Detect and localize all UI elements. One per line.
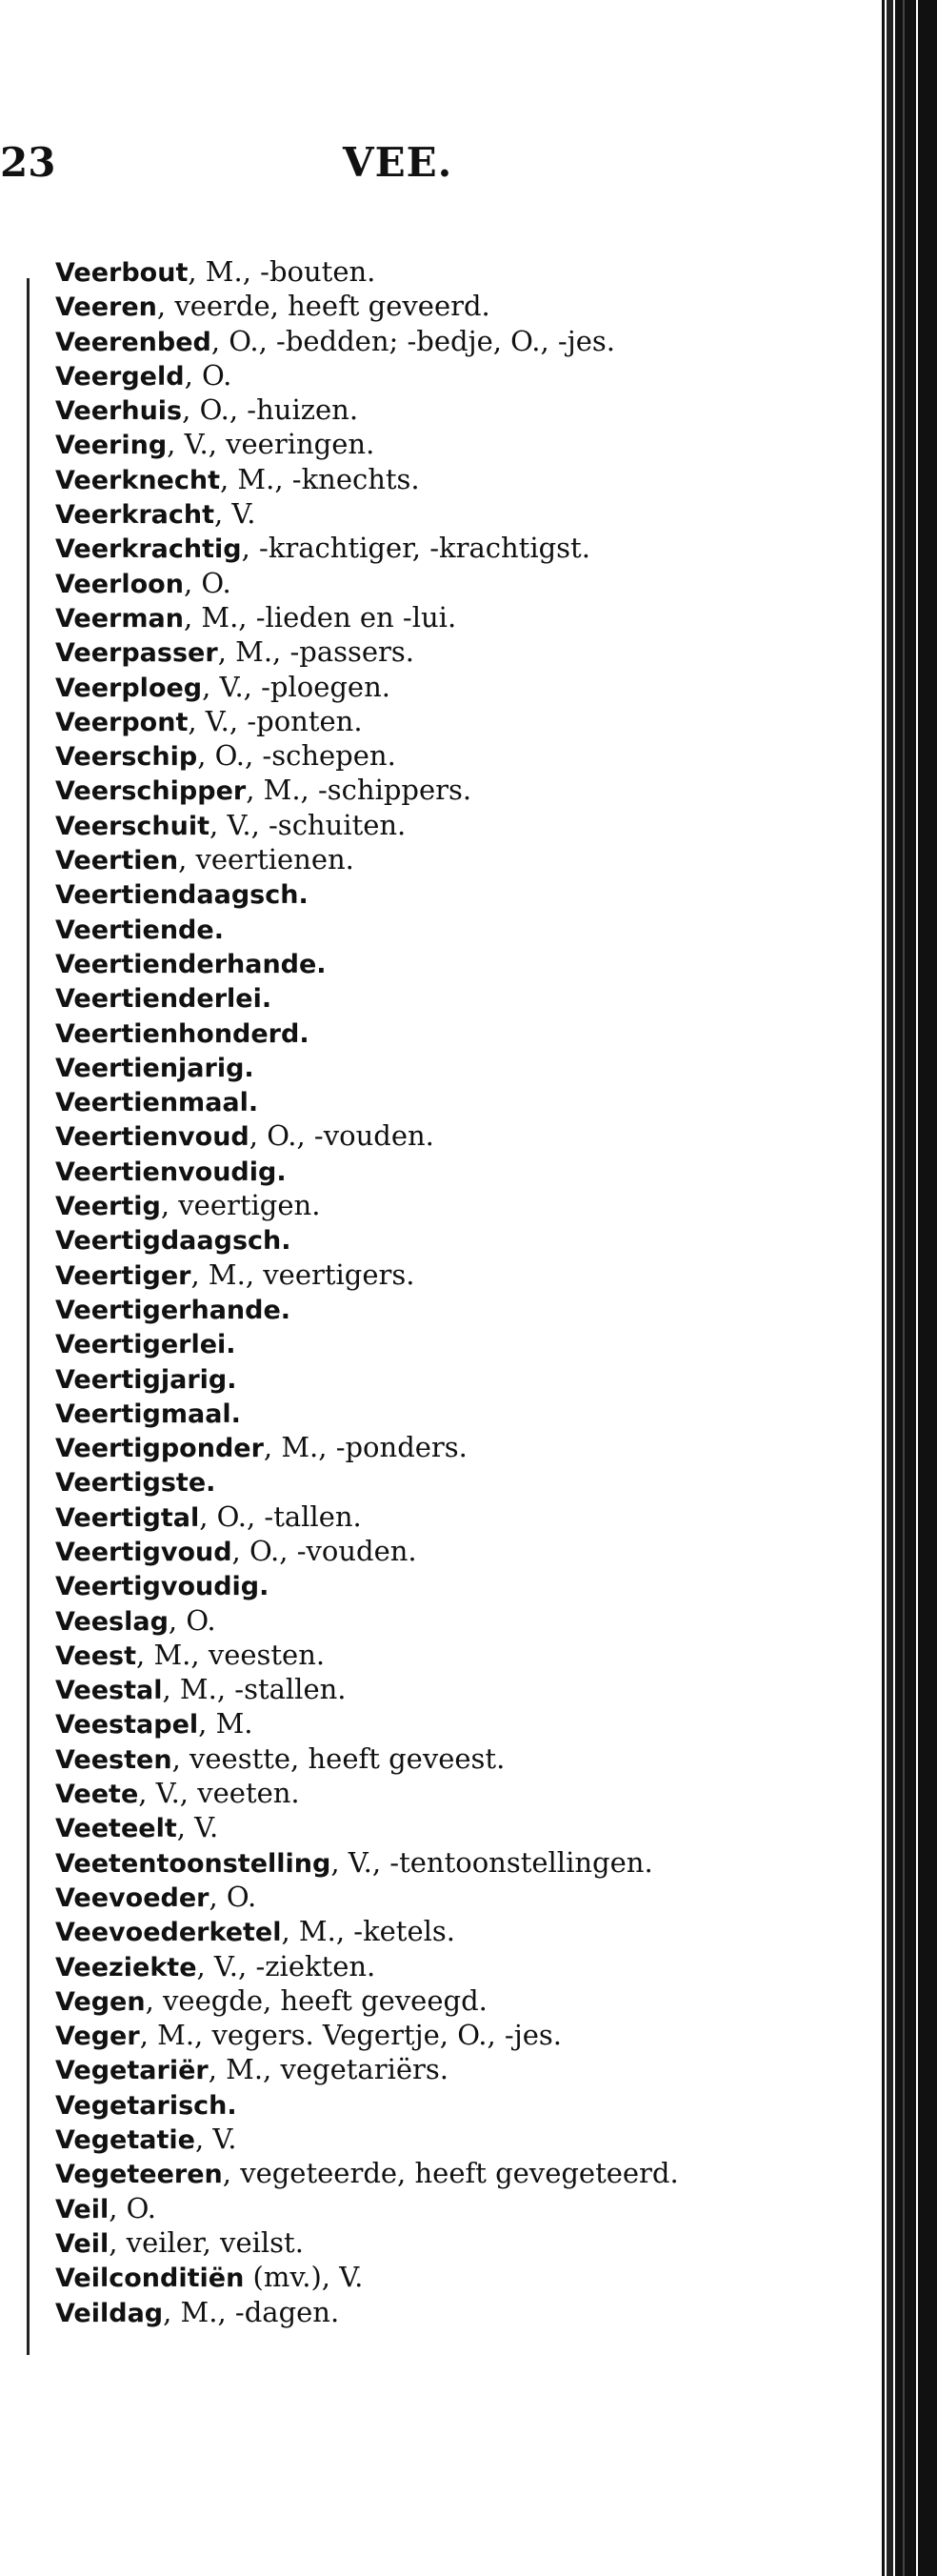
entry-headword: Veertigerhande. bbox=[55, 1295, 291, 1325]
entry-headword: Veertienvoudig. bbox=[55, 1157, 287, 1187]
entry-headword: Veeslag bbox=[55, 1606, 169, 1637]
entry-forms: , O. bbox=[183, 566, 231, 599]
entry-forms: , -krachtiger, -krachtigst. bbox=[241, 532, 590, 565]
dictionary-entry bbox=[55, 1119, 741, 1154]
dictionary-entry bbox=[55, 877, 741, 912]
entry-headword: Veering bbox=[55, 431, 168, 461]
dictionary-entry bbox=[55, 255, 741, 290]
dictionary-entry bbox=[55, 981, 741, 1016]
entry-forms: , O. bbox=[209, 1880, 257, 1913]
entry-forms: , V., -ziekten. bbox=[196, 1949, 376, 1982]
dictionary-entry bbox=[55, 1085, 741, 1119]
dictionary-entry bbox=[55, 359, 741, 393]
dictionary-entry bbox=[55, 290, 741, 324]
entry-headword: Veerploeg bbox=[55, 673, 203, 703]
entry-headword: Vegeteeren bbox=[55, 2160, 223, 2190]
entry-headword: Veerknecht bbox=[55, 465, 220, 495]
entry-forms: , M., -passers. bbox=[217, 635, 415, 669]
dictionary-entry bbox=[55, 463, 741, 497]
entry-headword: Veertigmaal. bbox=[55, 1399, 241, 1429]
entry-headword: Veetentoonstelling bbox=[55, 1848, 331, 1879]
dictionary-entry bbox=[55, 2053, 741, 2087]
entry-headword: Veerbout bbox=[55, 258, 189, 288]
entry-headword: Veertigerlei. bbox=[55, 1330, 236, 1360]
entry-forms: , veertienen. bbox=[178, 843, 354, 876]
dictionary-entry bbox=[55, 1293, 741, 1327]
entry-headword: Veertigvoudig. bbox=[55, 1572, 269, 1602]
entry-headword: Veilconditiën bbox=[55, 2264, 245, 2294]
dictionary-entry bbox=[55, 913, 741, 947]
entry-forms: (mv.), V. bbox=[244, 2261, 364, 2294]
dictionary-entry bbox=[55, 2226, 741, 2261]
entry-headword: Veertiger bbox=[55, 1260, 191, 1291]
entry-forms: , M., veesten. bbox=[136, 1638, 326, 1671]
entry-headword: Veest bbox=[55, 1640, 137, 1671]
running-head: VEE. bbox=[343, 139, 453, 186]
entry-headword: Veil bbox=[55, 2194, 110, 2224]
entry-headword: Veertigjarig. bbox=[55, 1364, 237, 1395]
dictionary-entry bbox=[55, 1742, 741, 1777]
entry-forms: , M., vegers. Vegertje, O., -jes. bbox=[139, 2019, 562, 2052]
entry-headword: Veerpont bbox=[55, 707, 189, 737]
dictionary-entry bbox=[55, 774, 741, 808]
dictionary-entry bbox=[55, 567, 741, 601]
entry-forms: , veertigen. bbox=[160, 1189, 321, 1222]
entry-headword: Veertiendaagsch. bbox=[55, 880, 309, 911]
dictionary-entry bbox=[55, 2019, 741, 2053]
dictionary-entry bbox=[55, 532, 741, 566]
dictionary-entry bbox=[55, 739, 741, 774]
dictionary-entry bbox=[55, 1707, 741, 1741]
entry-headword: Veestal bbox=[55, 1676, 163, 1706]
entry-forms: , O. bbox=[109, 2191, 156, 2224]
dictionary-entries bbox=[55, 255, 741, 2330]
entry-forms: , vegeteerde, heeft gevegeteerd. bbox=[222, 2157, 679, 2190]
entry-headword: Vegen bbox=[55, 1986, 146, 2017]
dictionary-entry bbox=[55, 1155, 741, 1189]
entry-forms: , M., -ponders. bbox=[263, 1431, 468, 1464]
entry-headword: Veerpasser bbox=[55, 638, 218, 669]
entry-headword: Veestapel bbox=[55, 1710, 199, 1741]
entry-headword: Veertienvoud bbox=[55, 1122, 249, 1153]
entry-forms: , O., -huizen. bbox=[182, 393, 359, 427]
entry-forms: , veestte, heeft geveest. bbox=[171, 1741, 506, 1775]
entry-headword: Veertigtal bbox=[55, 1502, 200, 1533]
dictionary-entry bbox=[55, 601, 741, 635]
dictionary-entry bbox=[55, 705, 741, 739]
entry-headword: Veertigdaagsch. bbox=[55, 1226, 291, 1257]
dictionary-entry bbox=[55, 1223, 741, 1258]
entry-forms: , M., -knechts. bbox=[219, 462, 420, 495]
entry-forms: , V., -schuiten. bbox=[209, 808, 407, 841]
entry-headword: Vegetatie bbox=[55, 2125, 195, 2156]
dictionary-entry bbox=[55, 2192, 741, 2226]
entry-headword: Veevoeder bbox=[55, 1882, 209, 1913]
entry-forms: , M., veertigers. bbox=[190, 1258, 415, 1291]
dictionary-entry bbox=[55, 1846, 741, 1881]
entry-headword: Veeteelt bbox=[55, 1814, 177, 1844]
entry-forms: , O., -bedden; -bedje, O., -jes. bbox=[210, 324, 615, 357]
entry-forms: , V., veeringen. bbox=[167, 428, 375, 461]
entry-forms: , veerde, heeft geveerd. bbox=[156, 290, 490, 323]
entry-headword: Veevoederketel bbox=[55, 1918, 282, 1948]
entry-forms: , O. bbox=[168, 1603, 216, 1637]
entry-headword: Veerschipper bbox=[55, 776, 247, 807]
entry-forms: , V., -tentoonstellingen. bbox=[330, 1845, 653, 1879]
dictionary-entry bbox=[55, 1431, 741, 1465]
entry-forms: , M., -stallen. bbox=[162, 1673, 347, 1706]
dictionary-entry bbox=[55, 1673, 741, 1707]
dictionary-entry bbox=[55, 947, 741, 981]
dictionary-entry bbox=[55, 1465, 741, 1499]
entry-forms: , M. bbox=[198, 1707, 253, 1741]
dictionary-entry bbox=[55, 1777, 741, 1811]
entry-headword: Veerman bbox=[55, 603, 184, 634]
entry-forms: , V. bbox=[194, 2123, 237, 2156]
entry-forms: , veiler, veilst. bbox=[109, 2225, 304, 2259]
dictionary-entry bbox=[55, 1535, 741, 1569]
dictionary-entry bbox=[55, 1811, 741, 1845]
entry-headword: Veeren bbox=[55, 292, 157, 323]
dictionary-entry bbox=[55, 1016, 741, 1051]
entry-headword: Veertigponder bbox=[55, 1434, 264, 1464]
entry-headword: Veertienjarig. bbox=[55, 1053, 254, 1083]
entry-forms: , V. bbox=[213, 497, 256, 531]
entry-headword: Veesten bbox=[55, 1744, 172, 1775]
entry-forms: , V. bbox=[176, 1811, 219, 1844]
dictionary-entry bbox=[55, 671, 741, 705]
entry-headword: Veete bbox=[55, 1780, 139, 1810]
entry-headword: Veerhuis bbox=[55, 396, 183, 427]
dictionary-entry bbox=[55, 1639, 741, 1673]
entry-headword: Veerloon bbox=[55, 569, 184, 599]
entry-headword: Veertiende. bbox=[55, 915, 224, 945]
entry-forms: , O., -schepen. bbox=[197, 739, 396, 773]
dictionary-entry bbox=[55, 497, 741, 532]
dictionary-entry bbox=[55, 1327, 741, 1361]
entry-forms: , O., -vouden. bbox=[249, 1119, 434, 1153]
entry-headword: Veertienhonderd. bbox=[55, 1018, 309, 1049]
entry-forms: , M., -schippers. bbox=[246, 774, 472, 807]
dictionary-entry bbox=[55, 2088, 741, 2123]
dictionary-entry bbox=[55, 393, 741, 428]
dictionary-entry bbox=[55, 1362, 741, 1397]
entry-forms: , veegde, heeft geveegd. bbox=[145, 1983, 488, 2017]
dictionary-entry bbox=[55, 635, 741, 670]
entry-headword: Veerschuit bbox=[55, 811, 210, 841]
entry-headword: Veerkracht bbox=[55, 500, 214, 531]
entry-forms: , M., -dagen. bbox=[163, 2295, 340, 2328]
dictionary-entry bbox=[55, 1051, 741, 1085]
entry-headword: Veertigste. bbox=[55, 1468, 216, 1499]
dictionary-entry bbox=[55, 1604, 741, 1639]
dictionary-entry bbox=[55, 1915, 741, 1949]
entry-headword: Veeziekte bbox=[55, 1952, 197, 1982]
dictionary-entry bbox=[55, 1984, 741, 2019]
dictionary-entry bbox=[55, 1881, 741, 1915]
dictionary-entry bbox=[55, 325, 741, 359]
dictionary-entry bbox=[55, 843, 741, 877]
entry-headword: Veildag bbox=[55, 2298, 164, 2328]
entry-headword: Veertig bbox=[55, 1192, 161, 1222]
dictionary-entry bbox=[55, 2123, 741, 2157]
entry-forms: , V., veeten. bbox=[138, 1777, 300, 1810]
entry-forms: , M., -lieden en -lui. bbox=[183, 600, 457, 634]
entry-headword: Vegetariër bbox=[55, 2056, 209, 2086]
entry-forms: , V., -ponten. bbox=[188, 704, 363, 737]
entry-forms: , M., -bouten. bbox=[188, 255, 376, 288]
dictionary-entry bbox=[55, 428, 741, 462]
entry-forms: , M., -ketels. bbox=[281, 1915, 455, 1948]
dictionary-entry bbox=[55, 1189, 741, 1223]
dictionary-entry bbox=[55, 1258, 741, 1293]
dictionary-entry bbox=[55, 2261, 741, 2295]
entry-headword: Veertien bbox=[55, 846, 179, 876]
entry-headword: Veertienderlei. bbox=[55, 984, 272, 1015]
entry-headword: Veertigvoud bbox=[55, 1537, 232, 1567]
entry-headword: Veergeld bbox=[55, 361, 185, 392]
binding-edge bbox=[878, 0, 937, 2576]
entry-headword: Veertienmaal. bbox=[55, 1088, 259, 1118]
dictionary-entry bbox=[55, 2296, 741, 2330]
entry-headword: Vegetarisch. bbox=[55, 2090, 237, 2121]
entry-forms: , M., vegetariërs. bbox=[208, 2053, 449, 2086]
entry-forms: , O., -vouden. bbox=[231, 1534, 417, 1567]
dictionary-entry bbox=[55, 809, 741, 843]
dictionary-entry bbox=[55, 1950, 741, 1984]
entry-headword: Veerenbed bbox=[55, 327, 211, 357]
entry-headword: Veger bbox=[55, 2022, 140, 2052]
dictionary-entry bbox=[55, 1569, 741, 1603]
dictionary-entry bbox=[55, 1500, 741, 1535]
entry-headword: Veil bbox=[55, 2228, 110, 2259]
entry-forms: , V., -ploegen. bbox=[202, 670, 390, 703]
dictionary-entry bbox=[55, 1397, 741, 1431]
entry-forms: , O. bbox=[184, 358, 232, 392]
margin-rule bbox=[27, 278, 30, 2355]
dictionary-entry bbox=[55, 2157, 741, 2191]
page-number: 23 bbox=[0, 139, 56, 186]
entry-headword: Veerkrachtig bbox=[55, 534, 242, 565]
entry-headword: Veerschip bbox=[55, 742, 198, 773]
entry-headword: Veertienderhande. bbox=[55, 949, 327, 979]
entry-forms: , O., -tallen. bbox=[199, 1499, 362, 1533]
